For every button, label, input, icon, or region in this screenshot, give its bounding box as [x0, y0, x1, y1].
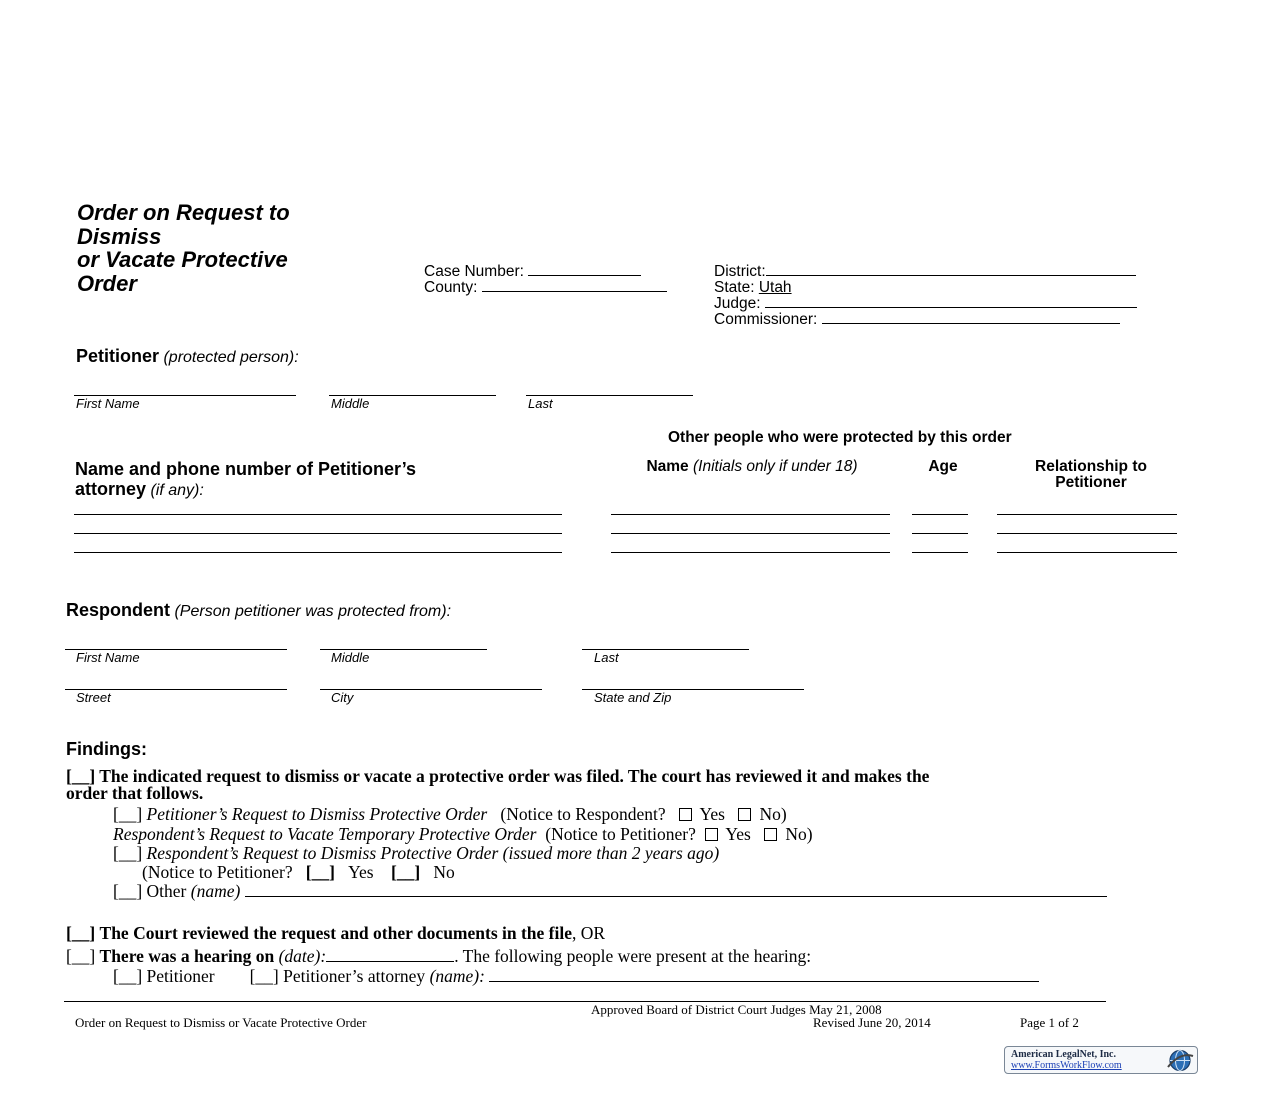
- option-1-text: Petitioner’s Request to Dismiss Protective Order: [146, 804, 488, 824]
- others-name-input[interactable]: [611, 552, 890, 553]
- petitioner-subheading: (protected person):: [163, 349, 299, 366]
- respondent-middle-label: Middle: [331, 650, 370, 665]
- others-name-col-note: (Initials only if under 18): [692, 458, 858, 475]
- footer-page-number: Page 1 of 2: [1020, 1015, 1079, 1030]
- district-input[interactable]: [766, 275, 1136, 276]
- americanlegalnet-badge[interactable]: [1004, 1046, 1198, 1074]
- present-attorney-checkbox[interactable]: [__]: [249, 966, 279, 986]
- hearing-date-input[interactable]: [326, 961, 454, 962]
- respondent-first-name-label: First Name: [76, 650, 140, 665]
- findings-option-2: [113, 824, 813, 845]
- footer-approved: Approved Board of District Court Judges May 21, 2008: [591, 1002, 882, 1017]
- present-attorney-name-input[interactable]: [489, 981, 1039, 982]
- judge-label: Judge:: [714, 295, 761, 312]
- respondent-heading: [66, 600, 451, 621]
- present-attorney-label: Petitioner’s attorney: [283, 966, 426, 986]
- attorney-subheading: (if any):: [150, 482, 204, 499]
- option-1-notice: (Notice to Respondent?: [500, 804, 666, 824]
- district-field: [714, 264, 1136, 280]
- findings-heading: Findings:: [66, 739, 147, 759]
- judge-input[interactable]: [765, 307, 1137, 308]
- title-line: Order: [77, 270, 137, 296]
- findings-hearing-line: [66, 946, 811, 967]
- petitioner-first-name-label: First Name: [76, 396, 140, 411]
- reviewed-text: The Court reviewed the request and other documents in the file: [99, 923, 573, 943]
- option-1-yes-checkbox[interactable]: [679, 808, 692, 821]
- title-line: or Vacate Protective: [77, 247, 288, 272]
- option-4-checkbox[interactable]: [__]: [113, 881, 143, 901]
- option-2-no-checkbox[interactable]: [764, 828, 777, 841]
- commissioner-label: Commissioner:: [714, 311, 818, 328]
- badge-company: American LegalNet, Inc.: [1011, 1049, 1116, 1060]
- hearing-checkbox[interactable]: [__]: [66, 946, 96, 966]
- hearing-rest-text: . The following people were present at the hearing:: [454, 946, 812, 966]
- option-1-checkbox[interactable]: [__]: [113, 804, 143, 824]
- option-2-no-label: No): [785, 824, 813, 844]
- others-name-input[interactable]: [611, 533, 890, 534]
- page-title: [77, 201, 290, 295]
- petitioner-heading: [76, 346, 299, 367]
- state-label: State:: [714, 279, 755, 296]
- option-2-yes-label: Yes: [725, 824, 751, 844]
- findings-option-4: [113, 881, 1107, 902]
- petitioner-last-label: Last: [528, 396, 553, 411]
- findings-reviewed-line: [66, 923, 605, 944]
- others-relationship-input[interactable]: [997, 552, 1177, 553]
- petitioner-middle-label: Middle: [331, 396, 370, 411]
- petitioner-heading-text: Petitioner: [76, 346, 160, 366]
- findings-option-3-notice: [142, 862, 455, 883]
- attorney-line-2[interactable]: [74, 533, 562, 534]
- commissioner-input[interactable]: [822, 323, 1120, 324]
- others-age-input[interactable]: [912, 552, 968, 553]
- others-name-col-label: Name: [646, 458, 689, 475]
- option-4-name-input[interactable]: [245, 896, 1107, 897]
- others-age-column: Age: [928, 458, 958, 475]
- hearing-date-label: (date):: [278, 946, 327, 966]
- state-field: [714, 280, 792, 296]
- case-number-field: [424, 264, 641, 280]
- option-3-no-checkbox[interactable]: [__]: [391, 862, 421, 882]
- commissioner-field: [714, 312, 1120, 328]
- attorney-heading-line2: attorney: [75, 479, 147, 499]
- attorney-line-1[interactable]: [74, 514, 562, 515]
- option-1-yes-label: Yes: [699, 804, 725, 824]
- others-name-column: [614, 459, 890, 475]
- case-number-input[interactable]: [528, 275, 641, 276]
- state-value: Utah: [758, 279, 792, 296]
- respondent-last-label: Last: [594, 650, 619, 665]
- respondent-subheading: (Person petitioner was protected from):: [174, 603, 452, 620]
- respondent-state-zip-label: State and Zip: [594, 690, 672, 705]
- hearing-text: There was a hearing on: [99, 946, 275, 966]
- county-input[interactable]: [482, 291, 667, 292]
- globe-icon: [1165, 1048, 1195, 1073]
- others-age-input[interactable]: [912, 533, 968, 534]
- title-line: Dismiss: [77, 223, 162, 249]
- others-relationship-input[interactable]: [997, 514, 1177, 515]
- badge-url[interactable]: www.FormsWorkFlow.com: [1011, 1060, 1122, 1071]
- findings-option-1: [113, 804, 787, 825]
- others-relationship-input[interactable]: [997, 533, 1177, 534]
- option-3-yes-checkbox[interactable]: [__]: [305, 862, 335, 882]
- others-relationship-column: Relationship to Petitioner: [1035, 458, 1147, 491]
- present-attorney-name-label: (name):: [429, 966, 485, 986]
- option-4-name-label: (name): [190, 881, 241, 901]
- respondent-street-label: Street: [76, 690, 111, 705]
- present-petitioner-checkbox[interactable]: [__]: [113, 966, 143, 986]
- option-3-yes-label: Yes: [348, 862, 374, 882]
- option-1-no-checkbox[interactable]: [738, 808, 751, 821]
- attorney-heading: [75, 459, 416, 501]
- present-petitioner-label: Petitioner: [146, 966, 215, 986]
- county-label: County:: [424, 279, 478, 296]
- findings-present-line: [113, 966, 1039, 987]
- county-field: [424, 280, 667, 296]
- option-2-text: Respondent’s Request to Vacate Temporary Protective Order: [113, 824, 537, 844]
- respondent-city-label: City: [331, 690, 354, 705]
- case-number-label: Case Number:: [424, 263, 524, 280]
- option-3-checkbox[interactable]: [__]: [113, 843, 143, 863]
- option-3-no-label: No: [433, 862, 455, 882]
- footer-form-name: Order on Request to Dismiss or Vacate Protective Order: [75, 1015, 367, 1030]
- option-2-notice: (Notice to Petitioner?: [545, 824, 696, 844]
- option-2-yes-checkbox[interactable]: [705, 828, 718, 841]
- findings-heading-text: Findings: [66, 739, 141, 759]
- respondent-heading-text: Respondent: [66, 600, 171, 620]
- judge-field: [714, 296, 1137, 312]
- findings-request-checkbox[interactable]: [__]: [66, 766, 96, 786]
- option-4-text: Other: [146, 881, 187, 901]
- option-3-notice: (Notice to Petitioner?: [142, 862, 293, 882]
- footer-rule: [64, 1001, 1106, 1002]
- findings-request-text-1: The indicated request to dismiss or vacate a protective order was filed. The court has reviewed it and makes the: [99, 766, 930, 786]
- reviewed-or: , OR: [572, 923, 606, 943]
- findings-request-text-2: order that follows.: [66, 783, 204, 803]
- attorney-line-3[interactable]: [74, 552, 562, 553]
- district-label: District:: [714, 263, 766, 280]
- option-3-text: Respondent’s Request to Dismiss Protective Order (issued more than 2 years ago): [146, 843, 720, 863]
- others-age-input[interactable]: [912, 514, 968, 515]
- option-1-no-label: No): [759, 804, 787, 824]
- findings-option-3: [113, 843, 719, 864]
- reviewed-checkbox[interactable]: [__]: [66, 923, 96, 943]
- title-line: Order on Request to: [77, 200, 290, 225]
- footer-revised: Revised June 20, 2014: [813, 1015, 931, 1030]
- others-name-input[interactable]: [611, 514, 890, 515]
- others-heading: Other people who were protected by this order: [668, 429, 1012, 446]
- attorney-heading-line1: Name and phone number of Petitioner’s: [75, 459, 417, 479]
